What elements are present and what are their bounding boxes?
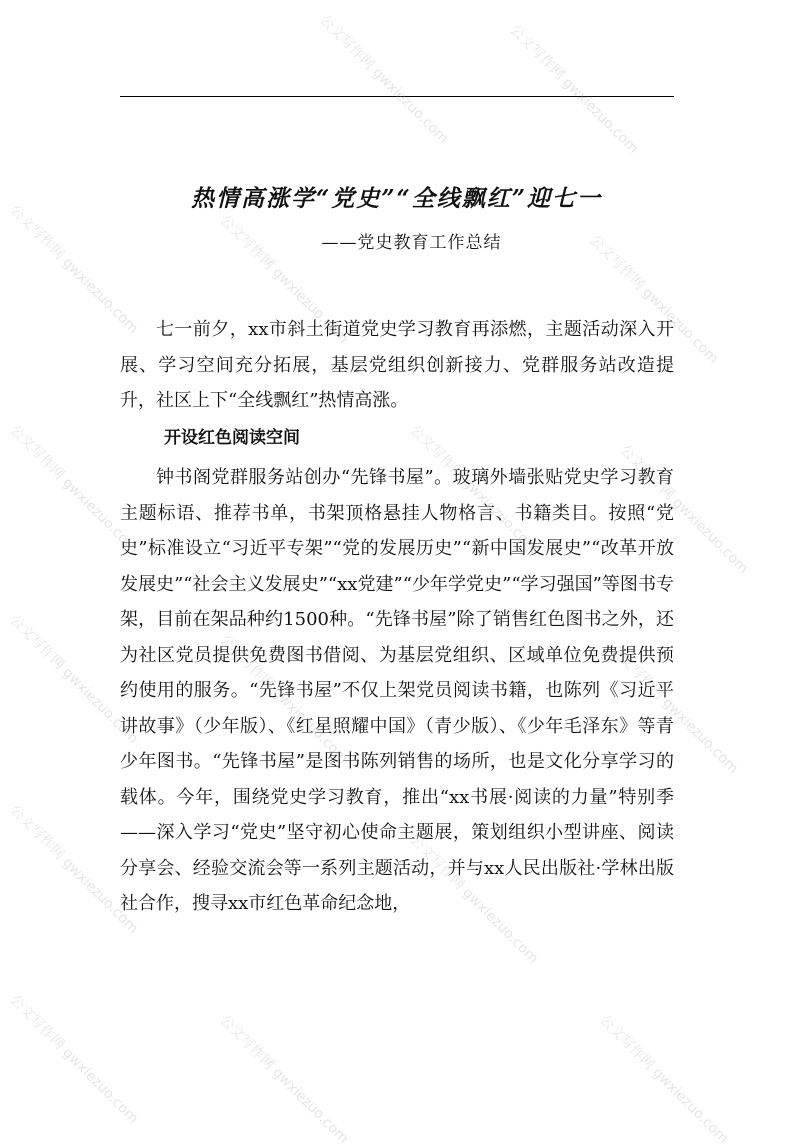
watermark-text: 公文写作网 gwxiezuo.com — [6, 612, 142, 747]
watermark-text: 公文写作网 gwxiezuo.com — [506, 22, 642, 157]
watermark — [506, 20, 644, 158]
watermark-text: 公文写作网 gwxiezuo.com — [406, 832, 542, 967]
section-paragraph-text: 钟书阁党群服务站创办“先锋书屋”。玻璃外墙张贴党史学习教育主题标语、推荐书单，书架顶格悬挂人物格言、书籍类目。按照“党史”标准设立“习近平专架”“党的发展历史”“新中国发展史”“改革开放发展史”“社会主义发展史”“xx党建”“少年学党史”“学习强国”等图书专架，目前在架品种约1500种。“先锋书屋”除了销售红色图书之外，还为社区党员提供免费图书借阅、为基层党组织、区域单位免费提供预约使用的服务。“先锋书屋”不仅上架党员阅读书籍，也陈列《习近平讲故事》（少年版）、《红星照耀中国》（青少版）、《少年毛泽东》等青少年图书。“先锋书屋”是图书陈列销售的场所，也是文化分享学习的载体。今年，围绕党史学习教育，推出“xx书展·阅读的力量”特别季——深入学习“党史”坚守初心使命主题展，策划组织小型讲座、阅读分享会、经验交流会等一系列主题活动，并与xx人民出版社·学林出版社合作，搜寻xx市红色革命纪念地， — [120, 467, 674, 914]
watermark-text: 公文写作网 gwxiezuo.com — [606, 642, 742, 777]
watermark-text: 公文写作网 gwxiezuo.com — [216, 1012, 352, 1147]
section-heading: 开设红色阅读空间 — [164, 428, 300, 448]
watermark-text: 公文写作网 gwxiezuo.com — [6, 802, 142, 937]
section-paragraph — [120, 460, 674, 922]
watermark — [216, 1010, 354, 1148]
intro-paragraph-text: 七一前夕，xx市斜土街道党史学习教育再添燃，主题活动深入开展、学习空间充分拓展，基层党组织创新接力、党群服务站改造提升，社区上下“全线飘红”热情高涨。 — [120, 319, 674, 411]
watermark-text: 公文写作网 gwxiezuo.com — [316, 12, 452, 147]
watermark-text: 公文写作网 gwxiezuo.com — [6, 202, 142, 337]
watermark-text: 公文写作网 gwxiezuo.com — [216, 212, 352, 347]
document-subtitle: ——党史教育工作总结 — [321, 233, 502, 253]
watermark-text: 公文写作网 gwxiezuo.com — [216, 632, 352, 767]
watermark-text: 公文写作网 gwxiezuo.com — [596, 1012, 732, 1147]
watermark — [316, 10, 454, 148]
watermark-text: 公文写作网 gwxiezuo.com — [6, 992, 142, 1127]
watermark — [6, 990, 144, 1128]
watermark-text: 公文写作网 gwxiezuo.com — [6, 422, 142, 557]
watermark-text: 公文写作网 gwxiezuo.com — [406, 422, 542, 557]
header-rule — [120, 96, 674, 97]
watermark — [596, 1010, 734, 1148]
watermark-text: 公文写作网 gwxiezuo.com — [616, 442, 752, 577]
document-title: 热情高涨学“党史”“全线飘红”迎七一 — [191, 185, 602, 212]
intro-paragraph — [120, 312, 674, 419]
watermark-text: 公文写作网 gwxiezuo.com — [586, 232, 722, 367]
